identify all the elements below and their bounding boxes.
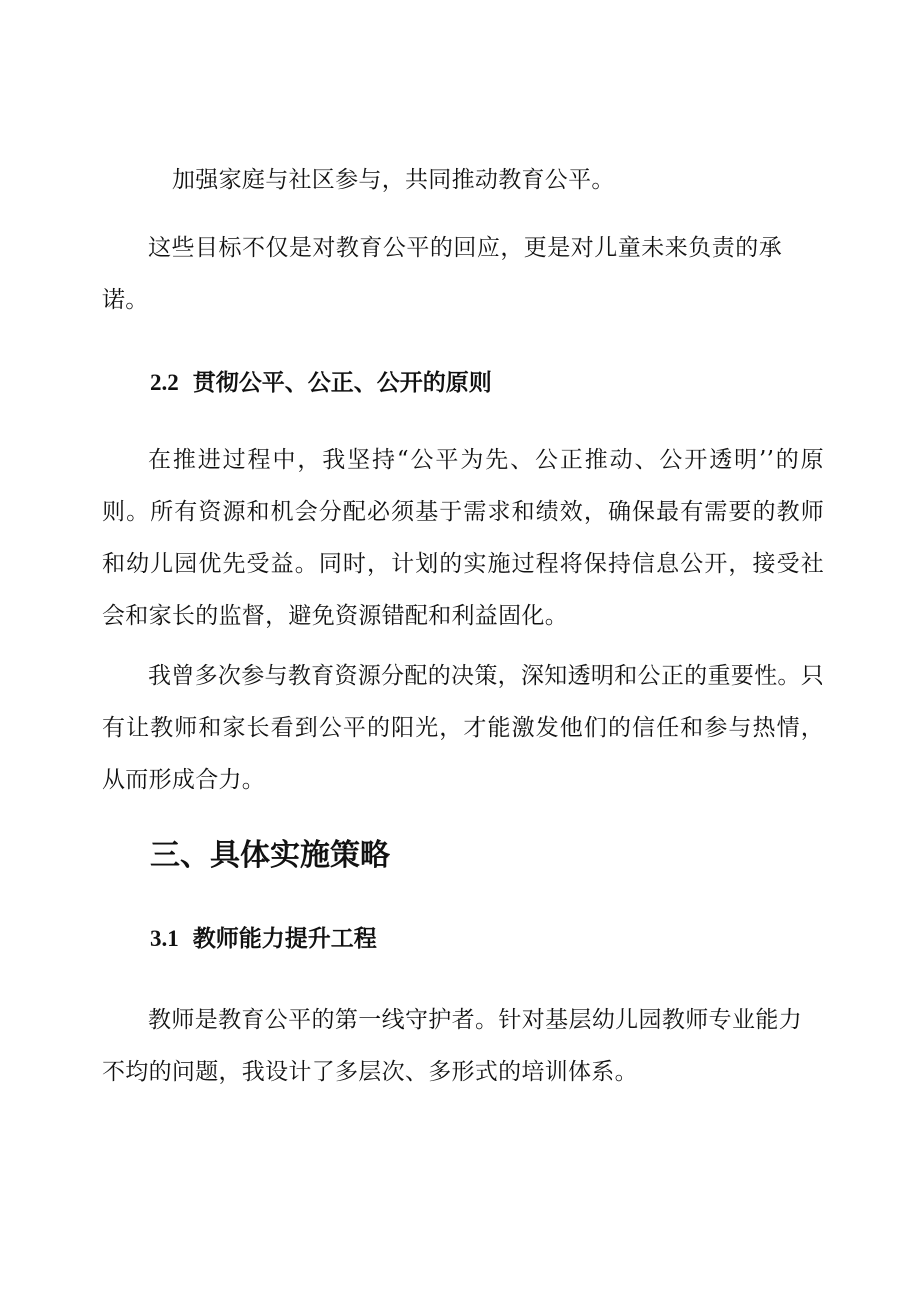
section-heading-3-1	[150, 922, 377, 956]
paragraph-goals-commitment: 这些目标不仅是对教育公平的回应，更是对儿童未来负责的承诺。	[102, 235, 782, 313]
paragraph-teachers: 教师是教育公平的第一线守护者。针对基层幼儿园教师专业能力不均的问题，我设计了多层次、多形式的培训体系。	[102, 1007, 802, 1085]
section-number: 3.1	[150, 926, 179, 951]
section-title: 教师能力提升工程	[192, 926, 377, 952]
section-heading-2-2	[150, 366, 492, 400]
chapter-heading-3: 三、具体实施策略	[150, 838, 390, 873]
section-title: 贯彻公平、公正、公开的原则	[192, 370, 492, 396]
section-number: 2.2	[150, 370, 179, 395]
paragraph-transparency: 我曾多次参与教育资源分配的决策，深知透明和公正的重要性。只有让教师和家长看到公平的阳光，才能激发他们的信任和参与热情，从而形成合力。	[102, 663, 824, 793]
paragraph-principles: 在推进过程中，我坚持“公平为先、公正推动、公开透明’’的原则。所有资源和机会分配必须基于需求和绩效，确保最有需要的教师和幼儿园优先受益。同时，计划的实施过程将保持信息公开，接受社会和家长的监督，避免资源错配和利益固化。	[102, 447, 824, 629]
paragraph-family-community: 加强家庭与社区参与，共同推动教育公平。	[172, 167, 615, 193]
